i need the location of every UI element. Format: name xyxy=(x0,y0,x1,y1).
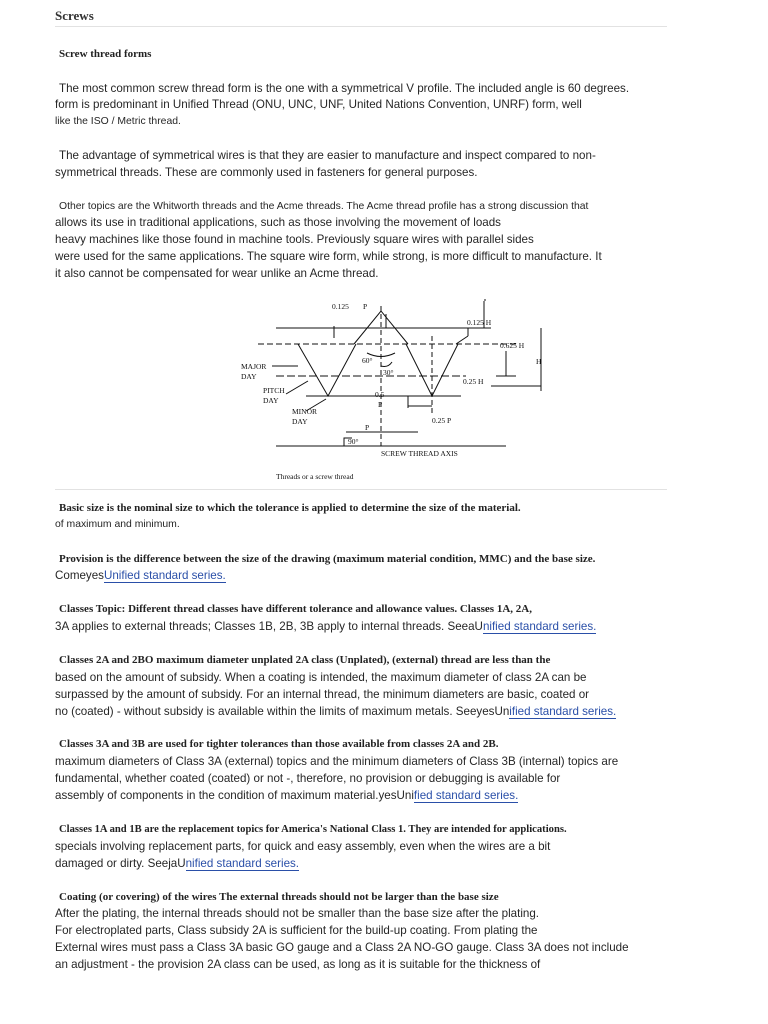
pitch-diameter-day: DAY xyxy=(263,396,279,405)
dim-p-bottom: P xyxy=(365,423,370,432)
para1-line3: like the ISO / Metric thread. xyxy=(55,116,181,127)
classes-3a-line2: maximum diameters of Class 3A (external) topics and the minimum diameters of Class 3B (internal) topics are xyxy=(55,755,619,768)
dim-0125: 0.125 xyxy=(332,302,349,311)
provision-prefix: Comeyes xyxy=(55,569,104,582)
section-heading: Screw thread forms xyxy=(59,48,152,60)
dim-025p: 0.25 P xyxy=(432,416,452,425)
thread-form-diagram xyxy=(236,296,542,486)
basic-size-line2: of maximum and minimum. xyxy=(55,519,180,530)
classes-topic-unified-link[interactable]: nified standard series. xyxy=(482,620,597,633)
para3-line1: Other topics are the Whitworth threads and the Acme threads. The Acme thread profile has a strong discussion that xyxy=(59,201,589,212)
basic-size-heading: Basic size is the nominal size to which the tolerance is applied to determine the size of the material. xyxy=(59,502,521,514)
classes-2a-heading: Classes 2A and 2BO maximum diameter unplated 2A class (Unplated), (external) thread are less than the xyxy=(59,654,551,666)
para3-line4: were used for the same applications. The square wire form, while strong, is more difficult to manufacture. It xyxy=(55,250,602,263)
classes-3a-line4 xyxy=(55,788,518,805)
classes-1a-unified-link[interactable]: nified standard series. xyxy=(185,857,300,870)
para1-line1: The most common screw thread form is the one with a symmetrical V profile. The included angle is 60 degrees. xyxy=(59,82,630,95)
para1-line2: form is predominant in Unified Thread (ONU, UNC, UNF, United Nations Convention, UNRF) form, well xyxy=(55,98,582,111)
coating-line5: an adjustment - the provision 2A class can be used, as long as it is suitable for the thickness of xyxy=(55,958,541,971)
classes-1a-line2: specials involving replacement parts, for quick and easy assembly, even when the wires are a bit xyxy=(55,840,551,853)
coating-line3: For electroplated parts, Class subsidy 2A is sufficient for the build-up coating. From plating the xyxy=(55,924,538,937)
page-title: Screws xyxy=(55,8,94,23)
minor-diameter-day: DAY xyxy=(292,417,308,426)
major-diameter-day: DAY xyxy=(241,372,257,381)
classes-2a-line2: based on the amount of subsidy. When a coating is intended, the maximum diameter of class 2A can be xyxy=(55,671,587,684)
classes-3a-unified-link[interactable]: fied standard series. xyxy=(413,789,519,802)
classes-topic-heading: Classes Topic: Different thread classes have different tolerance and allowance values. Classes 1A, 2A, xyxy=(59,603,532,615)
provision-unified-link[interactable]: Unified standard series. xyxy=(103,569,226,582)
diagram-divider xyxy=(55,489,667,490)
classes-3a-heading: Classes 3A and 3B are used for tighter tolerances than those available from classes 2A and 2B. xyxy=(59,738,499,750)
pitch-diameter-label: PITCH xyxy=(263,386,285,395)
dim-0125h: 0.125 H xyxy=(467,318,492,327)
minor-diameter-label: MINOR xyxy=(292,407,318,416)
classes-topic-line2 xyxy=(55,619,596,636)
dim-p-top: P xyxy=(363,302,368,311)
classes-2a-prefix: no (coated) - without subsidy is available within the limits of maximum metals. SeeyesUn xyxy=(55,705,510,718)
para2-line2: symmetrical threads. These are commonly used in fasteners for general purposes. xyxy=(55,166,478,179)
dim-05p: P xyxy=(378,400,383,409)
angle-30: 30° xyxy=(383,368,394,377)
angle-90: 90° xyxy=(348,437,359,446)
diagram-caption: Threads or a screw thread xyxy=(276,472,354,481)
dim-0625h: 0.625 H xyxy=(500,341,525,350)
classes-2a-unified-link[interactable]: ified standard series. xyxy=(509,705,617,718)
major-diameter-label: MAJOR xyxy=(241,362,267,371)
classes-2a-line4 xyxy=(55,704,616,721)
screw-thread-axis-label: SCREW THREAD AXIS xyxy=(381,449,458,458)
dim-025h: 0.25 H xyxy=(463,377,484,386)
para3-line5: it also cannot be compensated for wear unlike an Acme thread. xyxy=(55,267,379,280)
coating-line4: External wires must pass a Class 3A basic GO gauge and a Class 2A NO-GO gauge. Class 3A does not include xyxy=(55,941,629,954)
title-divider xyxy=(55,26,667,27)
para3-line3: heavy machines like those found in machine tools. Previously square wires with parallel sides xyxy=(55,233,534,246)
classes-3a-line3: fundamental, whether coated (coated) or not -, therefore, no provision or debugging is available for xyxy=(55,772,561,785)
classes-3a-prefix: assembly of components in the condition of maximum material.yesUni xyxy=(55,789,414,802)
classes-1a-heading: Classes 1A and 1B are the replacement topics for America's National Class 1. They are intended for applications. xyxy=(59,824,567,835)
dim-05: 0.5 xyxy=(375,390,385,399)
classes-1a-prefix: damaged or dirty. SeejaU xyxy=(55,857,186,870)
coating-line2: After the plating, the internal threads should not be smaller than the base size after the plating. xyxy=(55,907,540,920)
provision-line2 xyxy=(55,568,226,585)
para2-line1: The advantage of symmetrical wires is that they are easier to manufacture and inspect compared to non- xyxy=(59,149,596,162)
dim-h: H xyxy=(536,357,542,366)
para3-line2: allows its use in traditional applications, such as those involving the movement of loads xyxy=(55,216,501,229)
classes-2a-line3: surpassed by the amount of subsidy. For an internal thread, the minimum diameters are basic, coated or xyxy=(55,688,590,701)
coating-heading: Coating (or covering) of the wires The external threads should not be larger than the base size xyxy=(59,891,499,903)
provision-heading: Provision is the difference between the size of the drawing (maximum material condition, MMC) and the base size. xyxy=(59,553,596,565)
angle-60: 60° xyxy=(362,356,373,365)
classes-1a-line3 xyxy=(55,856,299,873)
classes-topic-prefix: 3A applies to external threads; Classes 1B, 2B, 3B apply to internal threads. SeeaU xyxy=(55,620,483,633)
